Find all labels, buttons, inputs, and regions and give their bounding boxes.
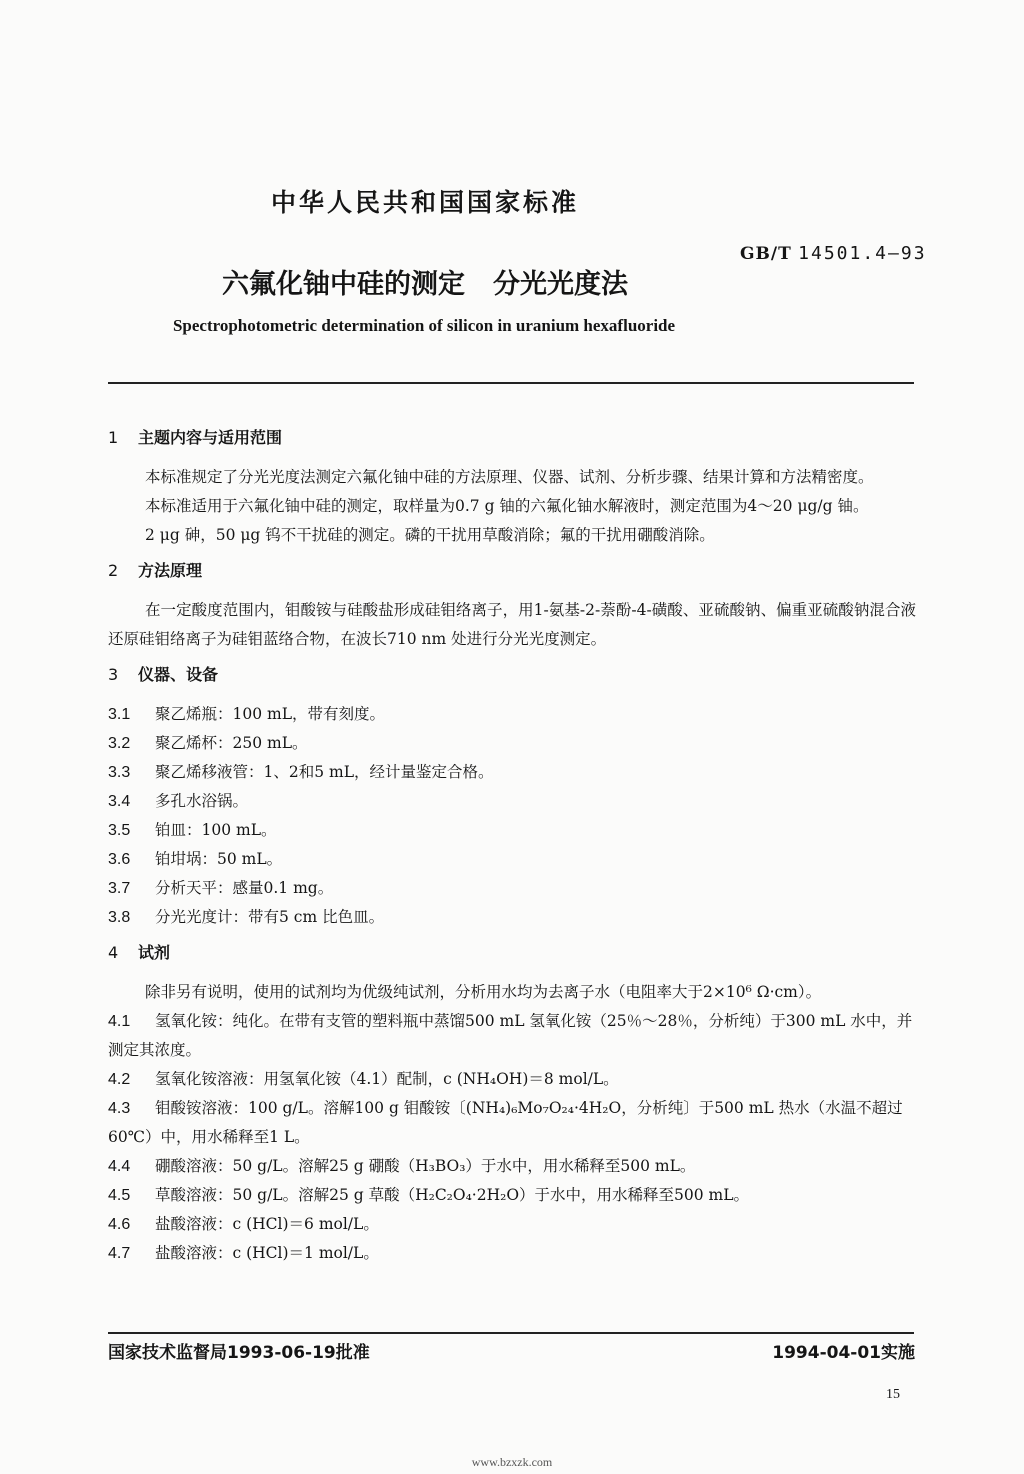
list-item	[108, 903, 916, 932]
item-number: 4.2	[108, 1071, 131, 1088]
title-cn-part1: 六氟化铀中硅的测定	[222, 269, 465, 300]
list-item	[108, 787, 916, 816]
implementation-date: 1994-04-01实施	[772, 1343, 915, 1363]
section-title: 试剂	[138, 943, 171, 962]
item-number: 3.2	[108, 735, 131, 752]
item-text: 铂坩埚：50 mL。	[155, 850, 283, 868]
item-text: 聚乙烯杯：250 mL。	[155, 734, 308, 752]
item-number: 3.6	[108, 851, 131, 868]
section-title: 仪器、设备	[138, 665, 219, 684]
equipment-list	[108, 700, 916, 932]
section-title: 方法原理	[138, 561, 203, 580]
reagent-list	[108, 1007, 916, 1268]
standard-number-prefix: GB/T	[740, 244, 792, 264]
item-text: 氢氧化铵溶液：用氢氧化铵（4.1）配制，c (NH₄OH)＝8 mol/L。	[155, 1070, 619, 1088]
list-item	[108, 1152, 916, 1181]
list-item	[108, 1065, 916, 1094]
section-2-heading	[108, 558, 916, 596]
item-text: 氢氧化铵：纯化。在带有支管的塑料瓶中蒸馏500 mL 氢氧化铵（25％～28％，分析纯）于300 mL 水中，并测定其浓度。	[108, 1012, 913, 1059]
list-item	[108, 1007, 916, 1065]
section-1-paragraph-1: 本标准规定了分光光度法测定六氟化铀中硅的方法原理、仪器、试剂、分析步骤、结果计算和方法精密度。	[145, 468, 874, 486]
list-item	[108, 845, 916, 874]
section-number: 3	[108, 665, 119, 684]
item-number: 4.1	[108, 1013, 131, 1030]
item-text: 多孔水浴锅。	[155, 792, 249, 810]
item-text: 分析天平：感量0.1 mg。	[155, 879, 334, 897]
section-3-heading	[108, 662, 916, 700]
section-number: 4	[108, 943, 119, 962]
section-4-intro: 除非另有说明，使用的试剂均为优级纯试剂，分析用水均为去离子水（电阻率大于2×10⁶ Ω·cm）。	[145, 983, 822, 1001]
section-number: 1	[108, 428, 119, 447]
item-text: 铂皿：100 mL。	[155, 821, 277, 839]
item-text: 分光光度计：带有5 cm 比色皿。	[155, 908, 385, 926]
section-2-paragraph-1: 在一定酸度范围内，钼酸铵与硅酸盐形成硅钼络离子，用1-氨基-2-萘酚-4-磺酸、亚硫酸钠、偏重亚硫酸钠混合液还原硅钼络离子为硅钼蓝络合物，在波长710 nm 处进行分光光度测定。	[108, 601, 916, 648]
item-number: 3.3	[108, 764, 131, 781]
list-item	[108, 758, 916, 787]
item-number: 4.7	[108, 1245, 131, 1262]
title-cn-part2: 分光光度法	[493, 269, 628, 300]
header-divider	[108, 382, 914, 384]
list-item	[108, 1094, 916, 1152]
watermark: www.bzxzk.com	[471, 1455, 553, 1469]
item-text: 盐酸溶液：c (HCl)＝6 mol/L。	[155, 1215, 379, 1233]
standard-number-value: 14501.4—93	[798, 243, 927, 264]
document-title-cn	[0, 262, 850, 301]
item-text: 草酸溶液：50 g/L。溶解25 g 草酸（H₂C₂O₄·2H₂O）于水中，用水稀释至500 mL。	[155, 1186, 750, 1204]
item-text: 钼酸铵溶液：100 g/L。溶解100 g 钼酸铵〔(NH₄)₆Mo₇O₂₄·4H₂O，分析纯〕于500 mL 热水（水温不超过60℃）中，用水稀释至1 L。	[108, 1099, 903, 1146]
item-number: 3.4	[108, 793, 131, 810]
item-text: 聚乙烯瓶：100 mL，带有刻度。	[155, 705, 386, 723]
item-text: 盐酸溶液：c (HCl)＝1 mol/L。	[155, 1244, 379, 1262]
standard-number	[740, 243, 927, 264]
item-number: 3.1	[108, 706, 131, 723]
list-item	[108, 1239, 916, 1268]
list-item	[108, 729, 916, 758]
page-number: 15	[886, 1387, 900, 1402]
list-item	[108, 816, 916, 845]
item-number: 3.7	[108, 880, 131, 897]
item-number: 4.3	[108, 1100, 131, 1117]
list-item	[108, 1210, 916, 1239]
item-text: 聚乙烯移液管：1、2和5 mL，经计量鉴定合格。	[155, 763, 494, 781]
section-number: 2	[108, 561, 119, 580]
national-standard-heading: 中华人民共和国国家标准	[270, 188, 579, 217]
section-1-heading	[108, 425, 916, 463]
section-4-heading	[108, 940, 916, 978]
item-number: 3.5	[108, 822, 131, 839]
document-title-en: Spectrophotometric determination of silicon in uranium hexafluoride	[172, 316, 676, 335]
item-number: 3.8	[108, 909, 131, 926]
section-title: 主题内容与适用范围	[138, 428, 283, 447]
list-item	[108, 874, 916, 903]
list-item	[108, 700, 916, 729]
section-1-paragraph-2: 本标准适用于六氟化铀中硅的测定，取样量为0.7 g 铀的六氟化铀水解液时，测定范围为4～20 μg/g 铀。	[145, 497, 869, 515]
item-number: 4.6	[108, 1216, 131, 1233]
approval-date: 国家技术监督局1993-06-19批准	[108, 1343, 370, 1363]
item-text: 硼酸溶液：50 g/L。溶解25 g 硼酸（H₃BO₃）于水中，用水稀释至500 mL。	[155, 1157, 696, 1175]
document-body	[108, 425, 916, 1268]
footer-divider	[108, 1332, 914, 1334]
section-1-paragraph-3: 2 μg 砷，50 μg 钨不干扰硅的测定。磷的干扰用草酸消除；氟的干扰用硼酸消除。	[145, 526, 715, 544]
item-number: 4.4	[108, 1158, 131, 1175]
list-item	[108, 1181, 916, 1210]
item-number: 4.5	[108, 1187, 131, 1204]
